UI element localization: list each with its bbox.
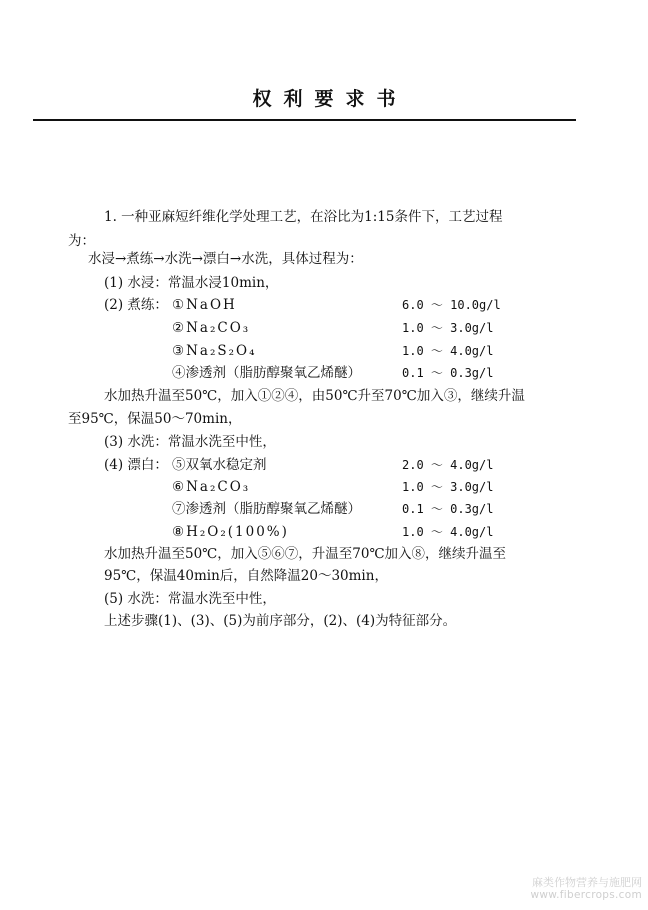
watermark-site-name: 麻类作物营养与施肥网: [532, 876, 642, 889]
step2-component-name: ③Na₂S₂O₄: [172, 343, 257, 359]
step2-component-name: ④渗透剂（脂肪醇聚氧乙烯醚）: [172, 365, 361, 381]
step4-component-name: ⑧H₂O₂(100%): [172, 524, 289, 540]
step4-component-amount: 2.0 ～ 4.0g/l: [402, 458, 494, 472]
step2-component-amount: 6.0 ～ 10.0g/l: [402, 298, 501, 312]
page-title: 权利要求书: [252, 88, 408, 110]
step2-component-name: ②Na₂CO₃: [172, 320, 251, 336]
step2-label: (2) 煮练：: [104, 297, 168, 313]
step4-procedure-line1: 水加热升温至50℃，加入⑤⑥⑦，升温至70℃加入⑧，继续升温至: [104, 546, 507, 562]
step2-component-name: ①NaOH: [172, 297, 237, 313]
claim-intro-line2: 为：: [68, 233, 95, 249]
step2-component-amount: 0.1 ～ 0.3g/l: [402, 366, 494, 380]
step5-washing: (5) 水洗：常温水洗至中性，: [104, 591, 276, 607]
watermark-site-url: www.fibercrops.com: [530, 889, 642, 901]
step4-component-amount: 0.1 ～ 0.3g/l: [402, 502, 494, 516]
step4-procedure-line2: 95℃，保温40min后，自然降温20～30min，: [104, 568, 388, 584]
step4-component-amount: 1.0 ～ 3.0g/l: [402, 480, 494, 494]
title-divider: [33, 119, 576, 121]
claim-summary: 上述步骤(1)、(3)、(5)为前序部分，(2)、(4)为特征部分。: [104, 613, 457, 629]
step4-component-name: ⑥Na₂CO₃: [172, 479, 251, 495]
step2-component-amount: 1.0 ～ 4.0g/l: [402, 344, 494, 358]
step2-procedure-line1: 水加热升温至50℃，加入①②④，由50℃升至70℃加入③，继续升温: [104, 388, 525, 404]
step3-washing: (3) 水洗：常温水洗至中性，: [104, 434, 276, 450]
step1-soaking: (1) 水浸：常温水浸10min，: [104, 275, 279, 291]
claim-intro-line1: 1. 一种亚麻短纤维化学处理工艺，在浴比为1:15条件下，工艺过程: [104, 209, 503, 225]
step2-procedure-line2: 至95℃，保温50～70min，: [68, 411, 242, 427]
step4-component-name: ⑤双氧水稳定剂: [172, 457, 267, 473]
step4-component-name: ⑦渗透剂（脂肪醇聚氧乙烯醚）: [172, 501, 361, 517]
step4-label: (4) 漂白：: [104, 457, 168, 473]
process-flow: 水浸→煮练→水洗→漂白→水洗，具体过程为：: [88, 251, 363, 267]
step4-component-amount: 1.0 ～ 4.0g/l: [402, 525, 494, 539]
step2-component-amount: 1.0 ～ 3.0g/l: [402, 321, 494, 335]
